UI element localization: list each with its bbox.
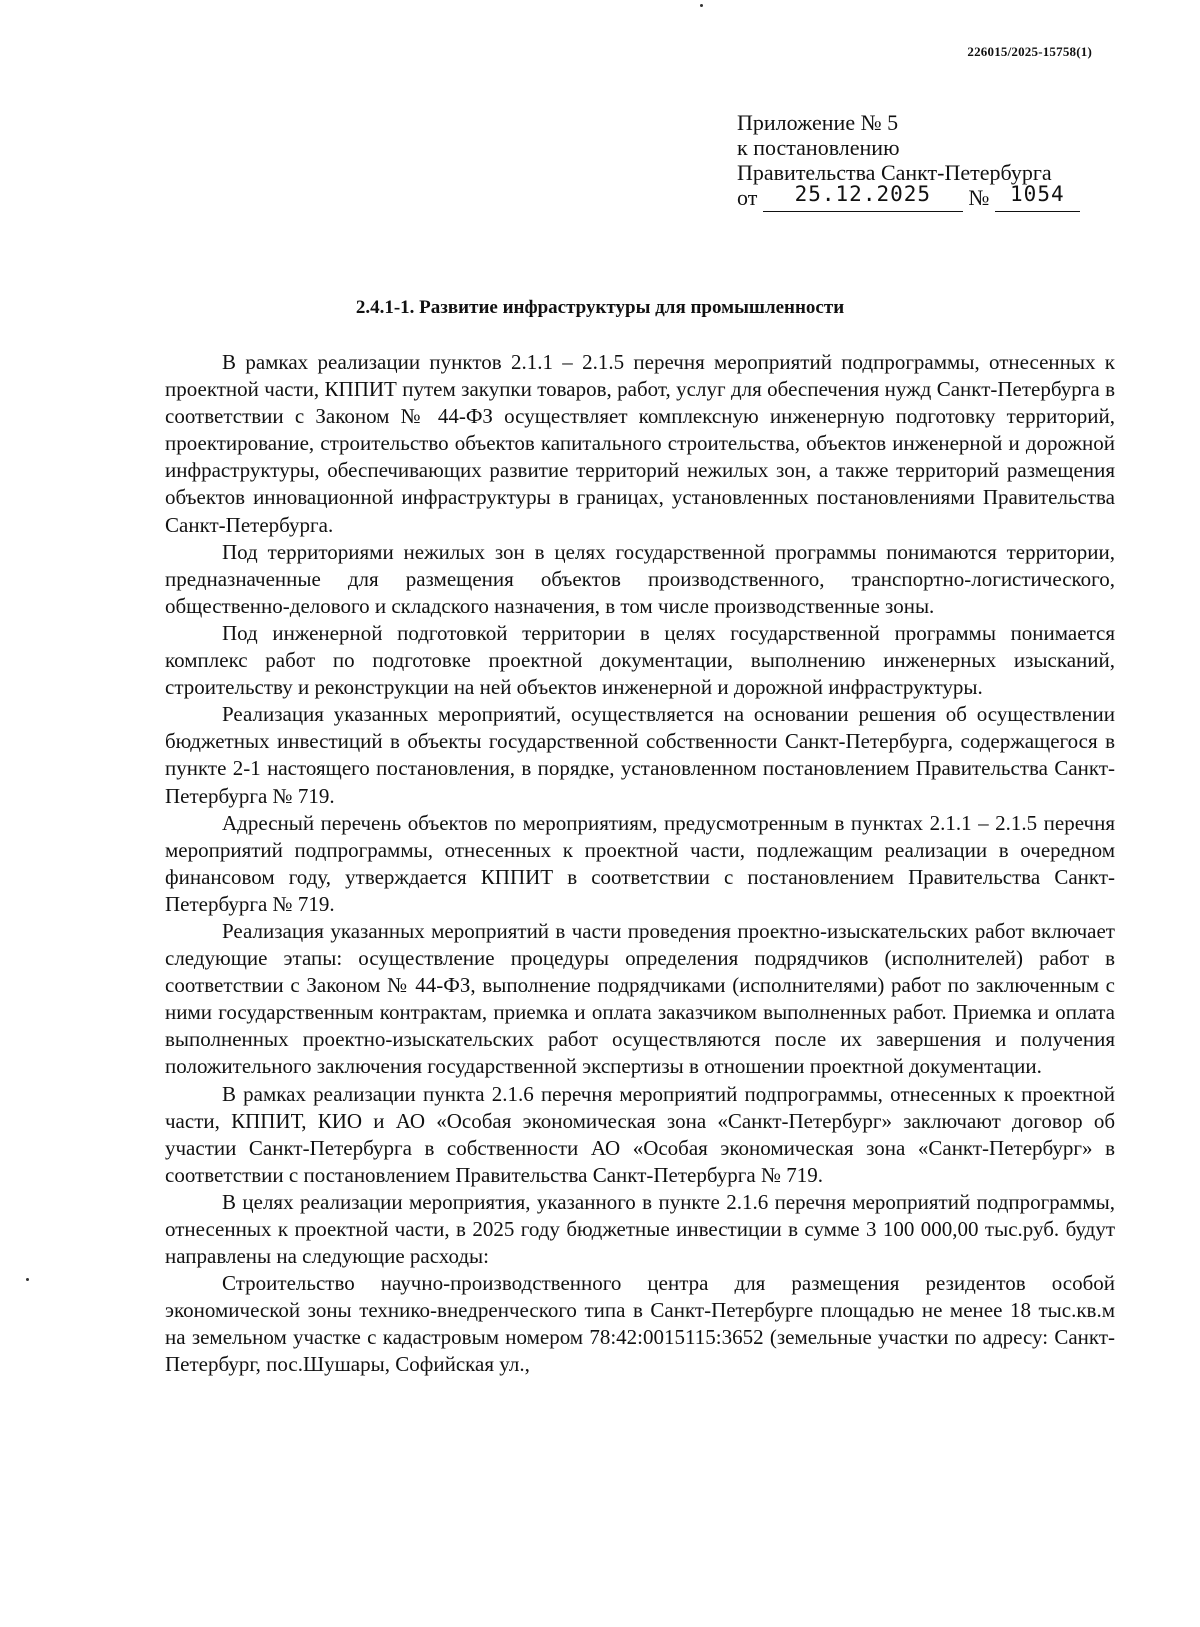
paragraph: В целях реализации мероприятия, указанного в пункте 2.1.6 перечня мероприятий подпрограммы, отнесенных к проектной части, в 2025 году бюджетные инвестиции в сумме 3 100 000,00 тыс.руб. будут направлены на следующие расходы: xyxy=(165,1189,1115,1269)
scan-speck xyxy=(700,4,703,7)
date-field xyxy=(763,182,963,212)
paragraph: Под инженерной подготовкой территории в целях государственной программы понимается комплекс работ по подготовке проектной документации, выполнению инженерных изысканий, строительству и реконструкции на ней объектов инженерной и дорожной инфраструктуры. xyxy=(165,620,1115,700)
paragraph: Строительство научно-производственного центра для размещения резидентов особой экономической зоны технико-внедренческого типа в Санкт-Петербурге площадью не менее 18 тыс.кв.м на земельном участке с кадастровым номером 78:42:0015115:3652 (земельные участки по адресу: Санкт-Петербург, пос.Шушары, Софийская ул., xyxy=(165,1271,1115,1377)
registration-number: 226015/2025-15758(1) xyxy=(967,44,1092,59)
paragraph: Адресный перечень объектов по мероприятиям, предусмотренным в пунктах 2.1.1 – 2.1.5 перечня мероприятий подпрограммы, отнесенных к проектной части, подлежащим реализации в очередном финансовом году, утверждается КППИТ в соответствии с постановлением Правительства Санкт-Петербурга № 719. xyxy=(165,810,1115,916)
appendix-line: Правительства Санкт-Петербурга xyxy=(737,160,1052,185)
number-prefix: № xyxy=(968,185,990,210)
paragraph: Под территориями нежилых зон в целях государственной программы понимаются территории, предназначенные для размещения объектов производственного, транспортно-логистического, общественно-делового и складского назначения, в том числе производственные зоны. xyxy=(165,539,1115,618)
resolution-date: 25.12.2025 xyxy=(794,182,932,206)
resolution-date-line xyxy=(737,182,1087,212)
resolution-number: 1054 xyxy=(1010,182,1065,206)
paragraph: Реализация указанных мероприятий в части проведения проектно-изыскательских работ включает следующие этапы: осуществление процедуры определения подрядчиков (исполнителей) работ в соответствии с Законом № 44-ФЗ, выполнение подрядчиками (исполнителями) работ по заключенным с ними государственным контрактам, приемка и оплата заказчиком выполненных работ. Приемка и оплата выполненных проектно-изыскательских работ осуществляются после их завершения и получения положительного заключения государственной экспертизы в отношении проектной документации. xyxy=(165,918,1115,1079)
appendix-line: к постановлению xyxy=(737,135,900,160)
paragraph: В рамках реализации пункта 2.1.6 перечня мероприятий подпрограммы, отнесенных к проектной части, КППИТ, КИО и АО «Особая экономическая зона «Санкт-Петербург» заключают договор об участии Санкт-Петербурга в собственности АО «Особая экономическая зона «Санкт-Петербург» в соответствии с постановлением Правительства Санкт-Петербурга № 719. xyxy=(165,1081,1115,1187)
scan-speck xyxy=(26,1278,29,1281)
appendix-line: Приложение № 5 xyxy=(737,110,899,135)
number-field xyxy=(995,182,1080,212)
section-title: 2.4.1-1. Развитие инфраструктуры для промышленности xyxy=(355,297,845,318)
date-prefix: от xyxy=(737,185,758,210)
appendix-block xyxy=(737,110,1087,212)
paragraph: В рамках реализации пунктов 2.1.1 – 2.1.5 перечня мероприятий подпрограммы, отнесенных к проектной части, КППИТ путем закупки товаров, работ, услуг для обеспечения нужд Санкт-Петербурга в соответствии с Законом № 44-ФЗ осуществляет комплексную инженерную подготовку территорий, проектирование, строительство объектов капитального строительства, объектов инженерной и дорожной инфраструктуры, обеспечивающих развитие территорий нежилых зон, а также территорий размещения объектов инновационной инфраструктуры в границах, установленных постановлениями Правительства Санкт-Петербурга. xyxy=(165,350,1115,537)
document-body xyxy=(165,349,1115,1379)
paragraph: Реализация указанных мероприятий, осуществляется на основании решения об осуществлении бюджетных инвестиций в объекты государственной собственности Санкт-Петербурга, содержащегося в пункте 2-1 настоящего постановления, в порядке, установленном постановлением Правительства Санкт-Петербурга № 719. xyxy=(165,702,1115,808)
